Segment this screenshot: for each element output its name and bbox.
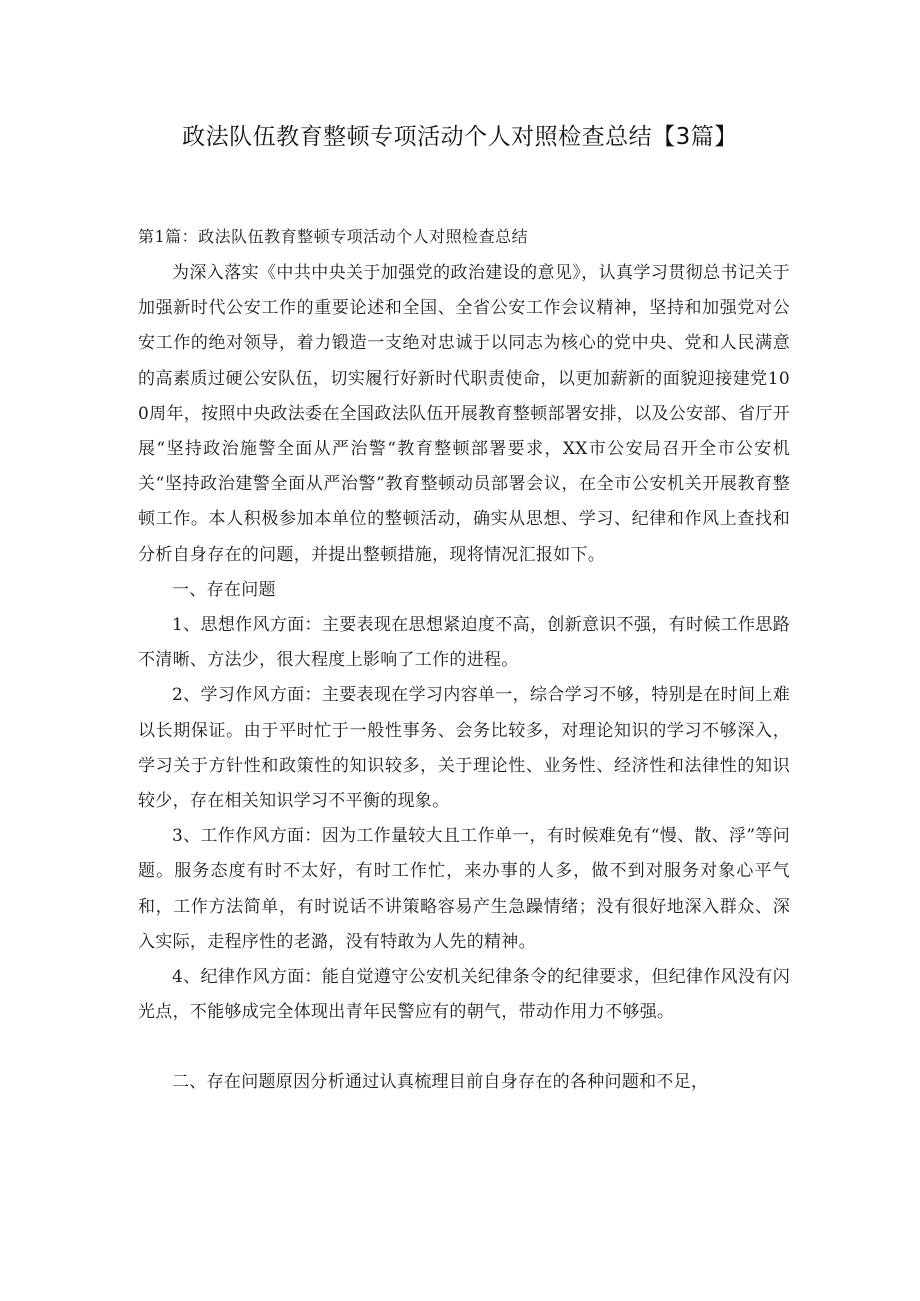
document-body <box>138 226 790 1101</box>
section-subtitle: 第1篇：政法队伍教育整顿专项活动个人对照检查总结 <box>138 227 529 246</box>
paragraph-study-style: 2、学习作风方面：主要表现在学习内容单一，综合学习不够，特别是在时间上难以长期保证。由于平时忙于一般性事务、会务比较多，对理论知识的学习不够深入，学习关于方针性和政策性的知识较多，关于理论性、业务性、经济性和法律性的知识较少，存在相关知识学习不平衡的现象。 <box>138 685 790 812</box>
document-title: 政法队伍教育整顿专项活动个人对照检查总结【3篇】 <box>182 124 738 150</box>
paragraph-work-style: 3、工作作风方面：因为工作量较大且工作单一，有时候难免有“慢、散、浮”等问题。服务态度有时不太好，有时工作忙，来办事的人多，做不到对服务对象心平气和，工作方法简单，有时说话不讲策略容易产生急躁情绪；没有很好地深入群众、深入实际，走程序性的老潞，没有特敢为人先的精神。 <box>138 826 790 952</box>
section-heading-cause-analysis: 二、存在问题原因分析通过认真梳理目前自身存在的各种问题和不足， <box>172 1072 709 1093</box>
section-heading-problems: 一、存在问题 <box>172 579 276 600</box>
intro-paragraph: 为深入落实《中共中央关于加强党的政治建设的意见》，认真学习贯彻总书记关于加强新时代公安工作的重要论述和全国、全省公安工作会议精神，坚持和加强党对公安工作的绝对领导，着力锻造一支绝对忠诚于以同志为核心的党中央、党和人民满意的高素质过硬公安队伍，切实履行好新时代职责使命，以更加薪新的面貌迎接建党100周年，按照中央政法委在全国政法队伍开展教育整顿部署安排，以及公安部、省厅开展“坚持政治施警全面从严治警“教育整顿部署要求，XX市公安局召开全市公安机关“坚持政治建警全面从严治警”教育整顿动员部署会议，在全市公安机关开展教育整顿工作。本人积极参加本单位的整顿活动，确实从思想、学习、纪律和作风上查找和分析自身存在的问题，并提出整顿措施，现将情况汇报如下。 <box>138 263 790 565</box>
paragraph-discipline-style: 4、纪律作风方面：能自觉遵守公安机关纪律条令的纪律要求，但纪律作风没有闪光点，不能够成完全体现出青年民警应有的朝气，带动作用力不够强。 <box>138 967 790 1023</box>
paragraph-thinking-style: 1、思想作风方面：主要表现在思想紧迫度不高，创新意识不强，有时候工作思路不清晰、方法少，很大程度上影响了工作的进程。 <box>138 615 790 671</box>
